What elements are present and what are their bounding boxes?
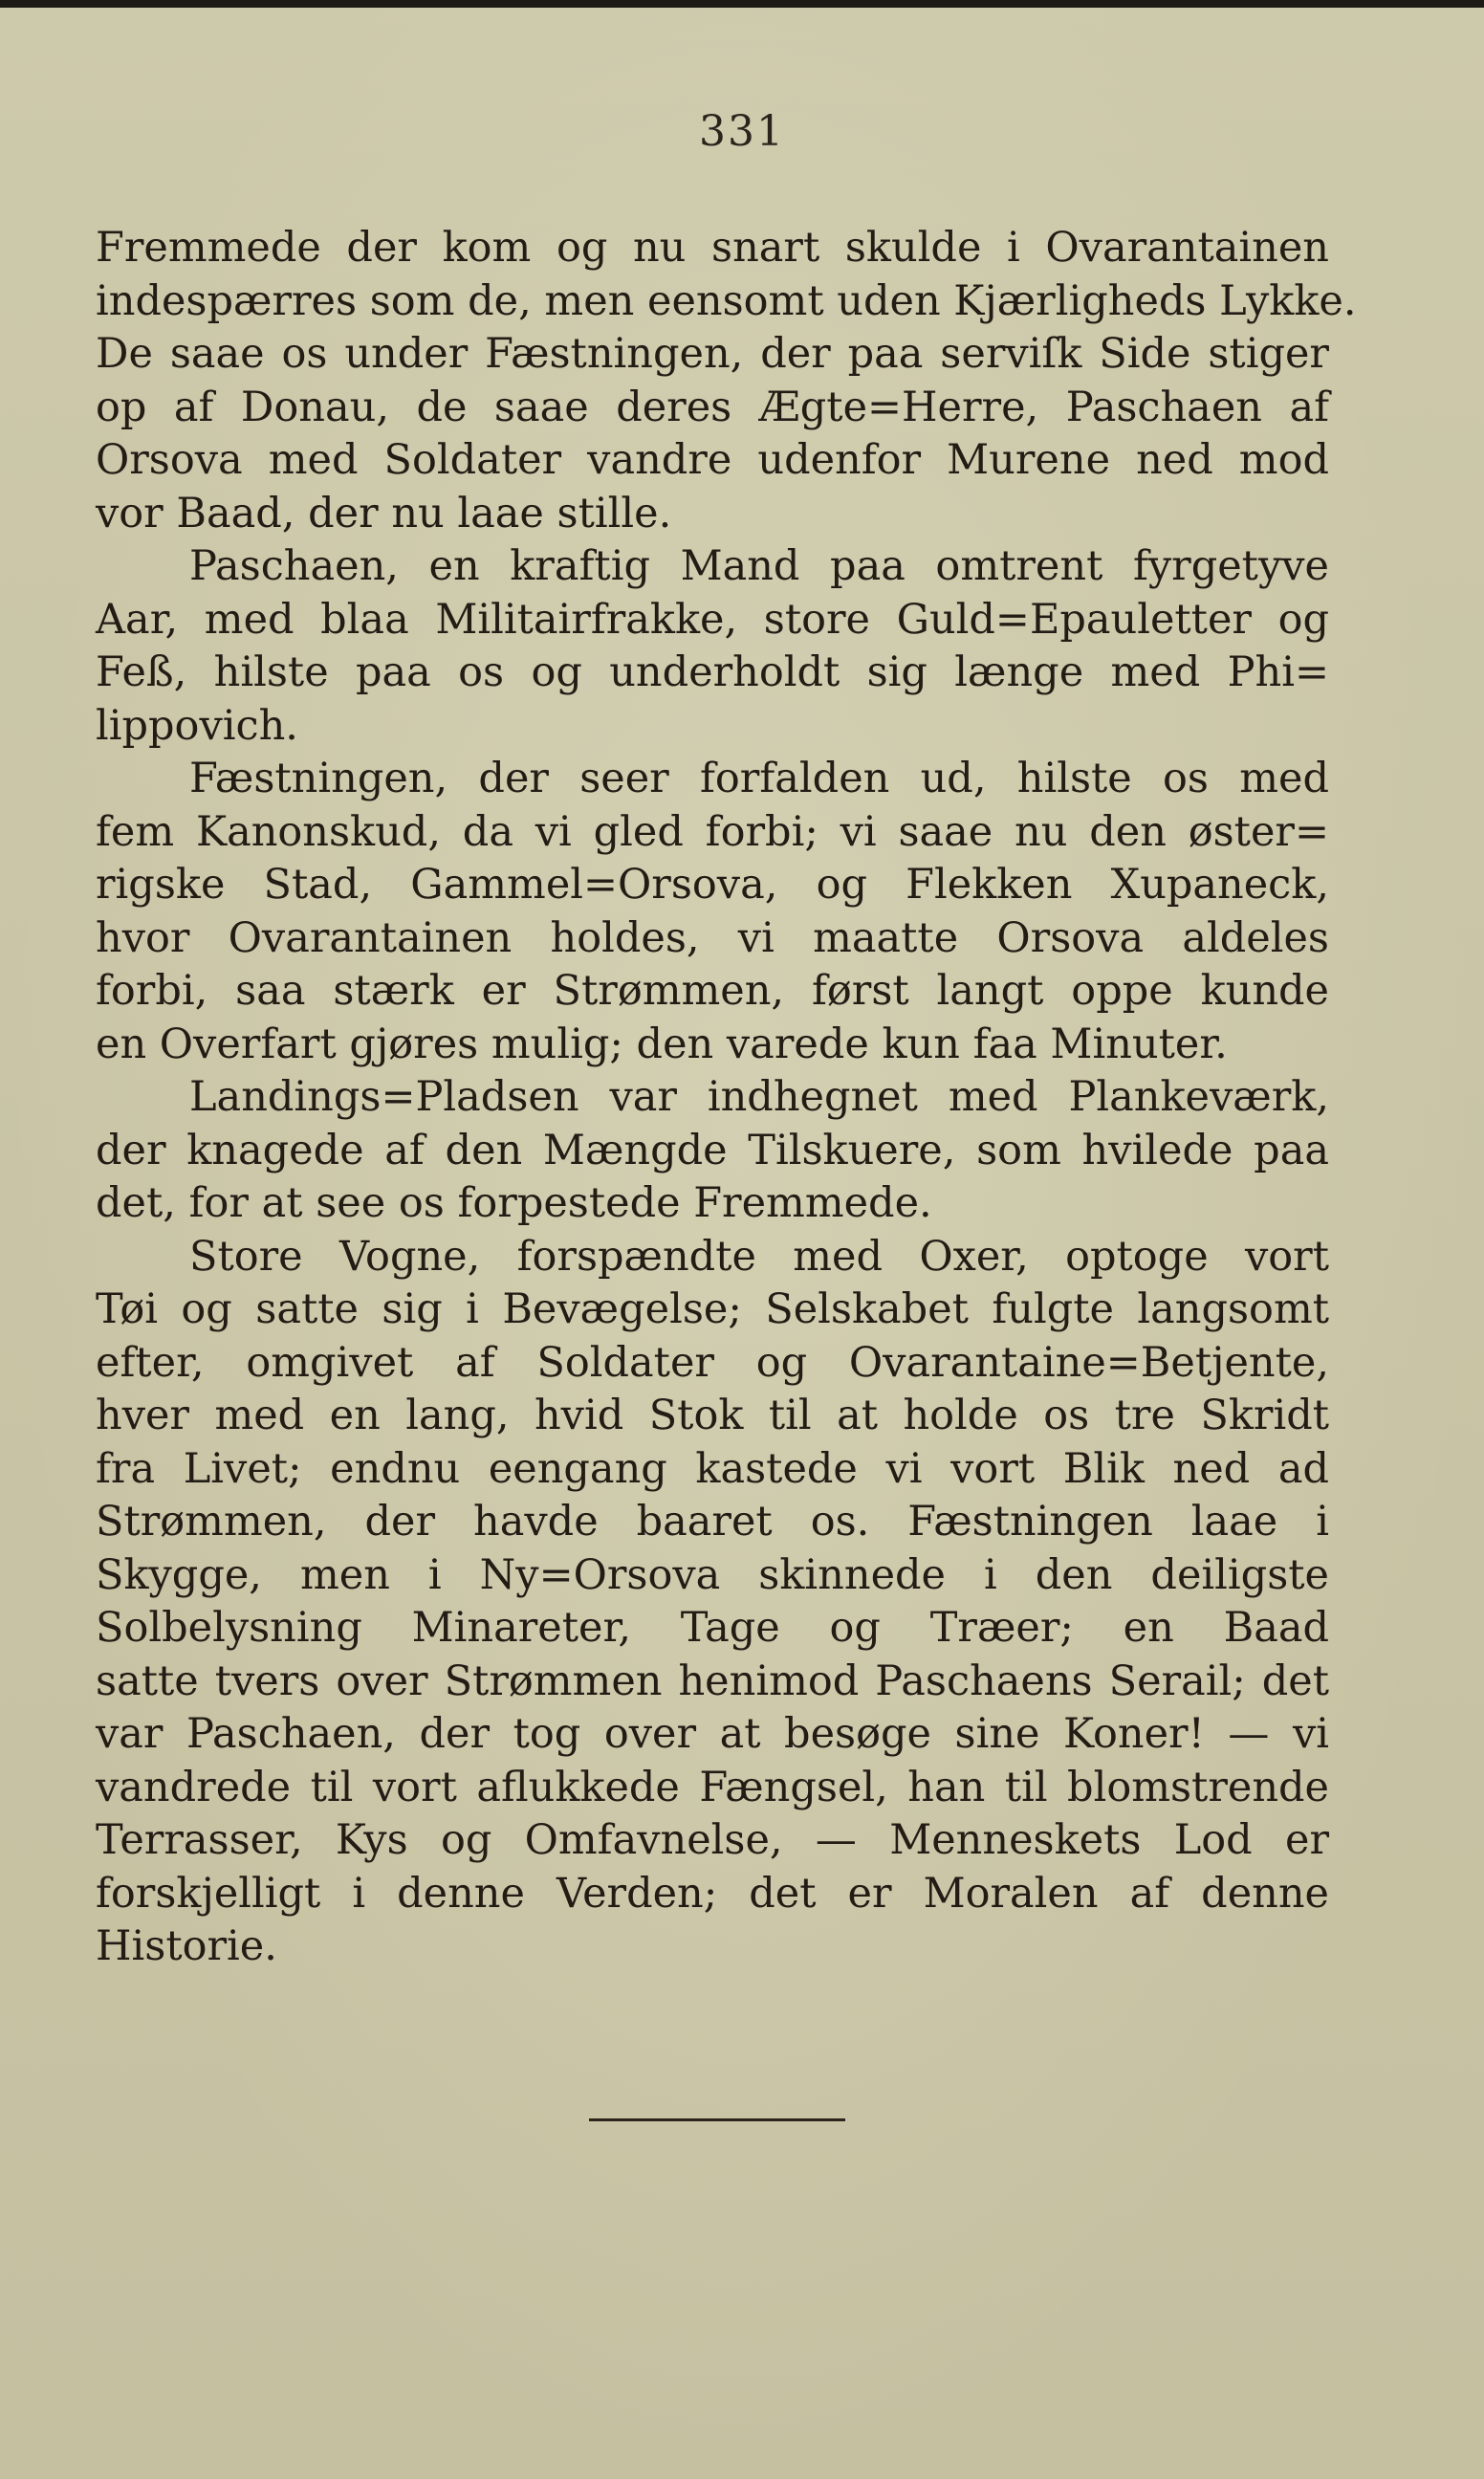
text-line: var Paschaen, der tog over at besøge sine Koner! — vi [96, 1710, 1329, 1758]
text-line: fem Kanonskud, da vi gled forbi; vi saae nu den øster= [96, 807, 1329, 856]
text-line: Store Vogne, forspændte med Oxer, optoge vort [189, 1232, 1329, 1281]
text-line: hvor Ovarantainen holdes, vi maatte Orsova aldeles [96, 913, 1329, 962]
text-line: hver med en lang, hvid Stok til at holde os tre Skridt [96, 1392, 1329, 1439]
text-line: forskjelligt i denne Verden; det er Moralen af denne [96, 1869, 1329, 1918]
text-line: Skygge, men i Ny=Orsova skinnede i den deiligste [96, 1550, 1329, 1599]
text-line: efter, omgivet af Soldater og Ovarantaine=Betjente, [96, 1338, 1329, 1387]
text-line: Feß, hilste paa os og underholdt sig længe med Phi= [96, 648, 1329, 696]
text-line: Landings=Pladsen var indhegnet med Plankeværk, [189, 1073, 1329, 1121]
text-line: Paschaen, en kraftig Mand paa omtrent fyrgetyve [189, 542, 1329, 590]
text-line: Solbelysning Minareter, Tage og Træer; en Baad [96, 1604, 1329, 1652]
text-line: De saae os under Fæstningen, der paa serviſk Side stiger [96, 330, 1329, 378]
text-line: en Overfart gjøres mulig; den varede kun faa Minuter. [96, 1020, 1228, 1068]
text-line: satte tvers over Strømmen henimod Paschaens Serail; det [96, 1656, 1329, 1705]
text-line: Fæstningen, der seer forfalden ud, hilste os med [189, 755, 1329, 802]
text-line: Fremmede der kom og nu snart skulde i Ovarantainen [96, 224, 1329, 272]
text-line: vor Baad, der nu laae stille. [96, 489, 672, 537]
text-line: Tøi og satte sig i Bevægelse; Selskabet fulgte langsomt [96, 1285, 1329, 1333]
page-top-edge [0, 0, 1484, 8]
text-line: Orsova med Soldater vandre udenfor Murene ned mod [96, 436, 1329, 484]
section-divider [589, 2118, 845, 2121]
page-number: 331 [699, 107, 785, 156]
text-line: der knagede af den Mængde Tilskuere, som hvilede paa [96, 1126, 1329, 1174]
text-line: Terrasser, Kys og Omfavnelse, — Menneskets Lod er [96, 1816, 1329, 1864]
text-line: indespærres som de, men eensomt uden Kjærligheds Lykke. [96, 276, 1357, 325]
text-line: lippovich. [96, 701, 298, 750]
body-text [96, 222, 1357, 1974]
text-line: Aar, med blaa Militairfrakke, store Guld=Epauletter og [96, 595, 1329, 644]
text-line: det, for at see os forpestede Fremmede. [96, 1179, 932, 1227]
text-line: op af Donau, de saae deres Ægte=Herre, Paschaen af [96, 383, 1329, 431]
text-line: rigske Stad, Gammel=Orsova, og Flekken Xupaneck, [96, 861, 1329, 909]
text-line: fra Livet; endnu eengang kastede vi vort Blik ned ad [96, 1444, 1329, 1493]
text-line: Historie. [96, 1922, 277, 1970]
text-line: vandrede til vort aflukkede Fængsel, han til blomstrende [96, 1763, 1329, 1811]
text-line: Strømmen, der havde baaret os. Fæstningen laae i [96, 1498, 1329, 1546]
text-line: forbi, saa stærk er Strømmen, først langt oppe kunde [96, 967, 1329, 1015]
